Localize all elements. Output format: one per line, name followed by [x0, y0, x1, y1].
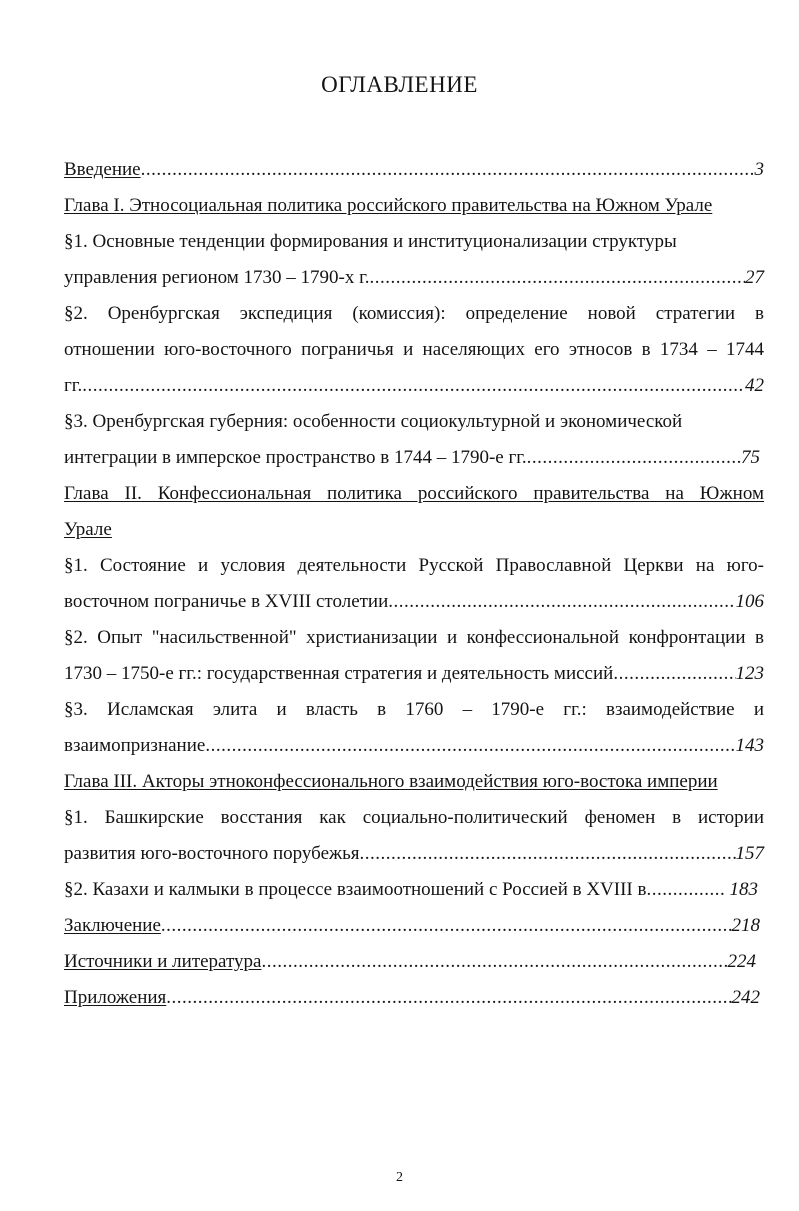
toc-chapter-1-title[interactable]: Глава I. Этносоциальная политика российского правительства на Южном Урале — [64, 195, 713, 216]
toc-ch1-s3-line1: §3. Оренбургская губерния: особенности социокультурной и экономической — [64, 411, 683, 432]
dot-leader — [205, 733, 735, 759]
toc-page-number: 106 — [735, 591, 764, 612]
toc-ch1-s3-line2[interactable] — [64, 445, 760, 471]
toc-chapter-3-title[interactable]: Глава III. Акторы этноконфессионального взаимодействия юго-востока империи — [64, 771, 718, 792]
toc-ch3-s2-line1[interactable] — [64, 877, 758, 903]
toc-ch2-s1-line2[interactable] — [64, 589, 764, 615]
dot-leader — [388, 589, 735, 615]
dot-leader — [527, 445, 741, 471]
toc-page-number: 75 — [741, 447, 760, 468]
toc-ch1-s2-line1: §2. Оренбургская экспедиция (комиссия): определение новой стратегии в — [64, 303, 764, 324]
toc-entry-label: развития юго-восточного порубежья — [64, 843, 360, 864]
toc-ch2-s3-line1: §3. Исламская элита и власть в 1760 – 1790-е гг.: взаимодействие и — [64, 699, 764, 720]
toc-entry-sources[interactable] — [64, 949, 756, 975]
toc-entry-label: гг. — [64, 375, 83, 396]
toc-entry-label: интеграции в имперское пространство в 1744 – 1790-е гг. — [64, 447, 527, 468]
toc-ch2-s1-line1: §1. Состояние и условия деятельности Русской Православной Церкви на юго- — [64, 555, 764, 576]
toc-page-number: 242 — [731, 987, 760, 1008]
toc-ch1-s1-line1: §1. Основные тенденции формирования и институционализации структуры — [64, 231, 677, 252]
toc-chapter-2-title-line2-text: Урале — [64, 519, 112, 540]
dot-leader — [613, 661, 735, 687]
toc-ch2-s3-line2[interactable] — [64, 733, 764, 759]
toc-entry-label: управления регионом 1730 – 1790-х г. — [64, 267, 370, 288]
toc-page-number: 218 — [731, 915, 760, 936]
toc-ch3-s1-line2[interactable] — [64, 841, 764, 867]
toc-entry-label: восточном пограничье в XVIII столетии — [64, 591, 389, 612]
page-title: ОГЛАВЛЕНИЕ — [321, 72, 478, 97]
dot-leader — [82, 373, 745, 399]
toc-page-number: 123 — [735, 663, 764, 684]
toc-ch1-s1-line2[interactable] — [64, 265, 764, 291]
toc-page-number: 27 — [745, 267, 764, 288]
toc-entry-label: Приложения — [64, 987, 167, 1008]
toc-entry-label: 1730 – 1750-е гг.: государственная стратегия и деятельность миссий — [64, 663, 614, 684]
toc-entry-label: взаимопризнание — [64, 735, 206, 756]
toc-entry-label: §2. Казахи и калмыки в процессе взаимоотношений с Россией в XVIII в — [64, 879, 647, 900]
toc-entry-conclusion[interactable] — [64, 913, 760, 939]
toc-ch2-s2-line2[interactable] — [64, 661, 764, 687]
toc-ch2-s2-line1: §2. Опыт "насильственной" христианизации и конфессиональной конфронтации в — [64, 627, 764, 648]
toc-entry-appendix[interactable] — [64, 985, 760, 1011]
toc-ch1-s2-line3[interactable] — [64, 373, 764, 399]
dot-leader — [161, 913, 732, 939]
dot-leader — [141, 157, 755, 183]
dot-leader — [262, 949, 728, 975]
toc-page-number: 3 — [754, 159, 764, 180]
dot-leader — [166, 985, 731, 1011]
toc-page-number: 42 — [745, 375, 764, 396]
page-number: 2 — [396, 1170, 403, 1185]
toc-entry-label: Заключение — [64, 915, 161, 936]
toc-page-number: 183 — [729, 879, 758, 900]
dot-leader — [370, 265, 745, 291]
toc-entry-label: Источники и литература — [64, 951, 262, 972]
toc-page-number: 224 — [727, 951, 756, 972]
toc-page-number: 157 — [735, 843, 764, 864]
toc-page-number: 143 — [735, 735, 764, 756]
dot-leader — [646, 877, 723, 903]
toc-chapter-2-title-line2[interactable] — [64, 517, 764, 543]
toc-entry-intro[interactable] — [64, 157, 764, 183]
toc-chapter-2-title-line1[interactable]: Глава II. Конфессиональная политика российского правительства на Южном — [64, 483, 764, 504]
toc-entry-label: Введение — [64, 159, 141, 180]
dot-leader — [360, 841, 736, 867]
toc-ch3-s1-line1: §1. Башкирские восстания как социально-политический феномен в истории — [64, 807, 764, 828]
toc-ch1-s2-line2: отношении юго-восточного пограничья и населяющих его этносов в 1734 – 1744 — [64, 339, 764, 360]
